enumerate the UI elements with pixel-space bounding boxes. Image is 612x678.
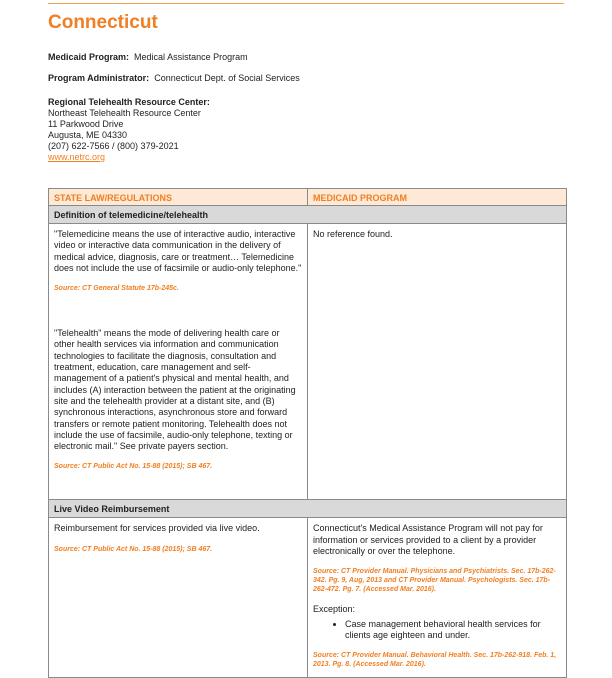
rtrc-label: Regional Telehealth Resource Center:	[48, 97, 210, 107]
rtrc-phone: (207) 622-7566 / (800) 379-2021	[48, 141, 179, 151]
law-source: Source: CT Public Act No. 15-88 (2015); SB 467.	[54, 463, 213, 471]
exception-item: • Case management behavioral health services for clients age eighteen and under.	[345, 619, 561, 642]
table-row	[49, 224, 567, 500]
law-text: "Telehealth" means the mode of delivering health care or other health services via information and communication technologies to facilitate the diagnosis, consultation and treatment, education, care management and self-management of a patient's physical and mental health, and includes (A) interaction between the patient at the originating site and the telehealth provider at a distant site, and (B) synchronous interactions, asynchronous store and forward transfers or remote patient monitoring. Telehealth does not include the use of facsimile, audio-only telephone, texting or electronic mail." See private payers section.	[54, 328, 296, 452]
col-header-state-law: STATE LAW/REGULATIONS	[49, 189, 308, 206]
state-title: Connecticut	[48, 12, 158, 33]
rtrc-street: 11 Parkwood Drive	[48, 119, 124, 129]
medicaid-program-line	[48, 52, 248, 63]
medicaid-source: Source: CT Provider Manual. Physicians and Psychiatrists. Sec. 17b-262-342. Pg. 9, Aug, 2013 and CT Provider Manual. Psychologists. Sec. 17b-262-472. Pg. 7. (Accessed Mar. 2016).	[313, 568, 556, 594]
medicaid-program-value: Medical Assistance Program	[134, 52, 248, 62]
law-source: Source: CT General Statute 17b-245c.	[54, 285, 179, 293]
rtrc-block	[48, 97, 210, 163]
state-law-cell	[49, 224, 308, 500]
exception-label: Exception:	[313, 604, 356, 615]
rtrc-url-link[interactable]: www.netrc.org	[48, 152, 106, 162]
medicaid-text: No reference found.	[313, 229, 393, 239]
medicaid-text: Connecticut's Medical Assistance Program will not pay for information or services provided to a client by a provider electronically or over the telephone.	[313, 523, 543, 557]
section-title: Live Video Reimbursement	[49, 500, 567, 518]
section-row-definition	[49, 206, 567, 224]
rtrc-name: Northeast Telehealth Resource Center	[48, 108, 201, 118]
top-rule	[48, 3, 564, 4]
law-source: Source: CT Public Act No. 15-88 (2015); SB 467.	[54, 545, 213, 553]
program-admin-value: Connecticut Dept. of Social Services	[154, 73, 300, 83]
medicaid-cell	[308, 518, 567, 678]
exception-list	[313, 619, 561, 642]
state-law-cell	[49, 518, 308, 678]
medicaid-source: Source: CT Provider Manual. Behavioral Health. Sec. 17b-262-918. Feb. 1, 2013. Pg. 8. (Accessed Mar. 2016).	[313, 652, 557, 669]
policy-table	[48, 188, 567, 678]
section-row-live-video	[49, 500, 567, 518]
table-row	[49, 518, 567, 678]
rtrc-city: Augusta, ME 04330	[48, 130, 128, 140]
table-header-row	[49, 189, 567, 206]
medicaid-program-label: Medicaid Program:	[48, 52, 130, 62]
law-text: Reimbursement for services provided via live video.	[54, 523, 260, 534]
program-admin-label: Program Administrator:	[48, 73, 150, 83]
law-text: "Telemedicine means the use of interactive audio, interactive video or interactive data communication in the delivery of medical advice, diagnosis, care or treatment… Telemedicine does not include the use of facsimile or audio-only telephone."	[54, 229, 302, 273]
program-admin-line	[48, 73, 300, 84]
col-header-medicaid: MEDICAID PROGRAM	[308, 189, 567, 206]
section-title: Definition of telemedicine/telehealth	[49, 206, 567, 224]
medicaid-cell	[308, 224, 567, 500]
